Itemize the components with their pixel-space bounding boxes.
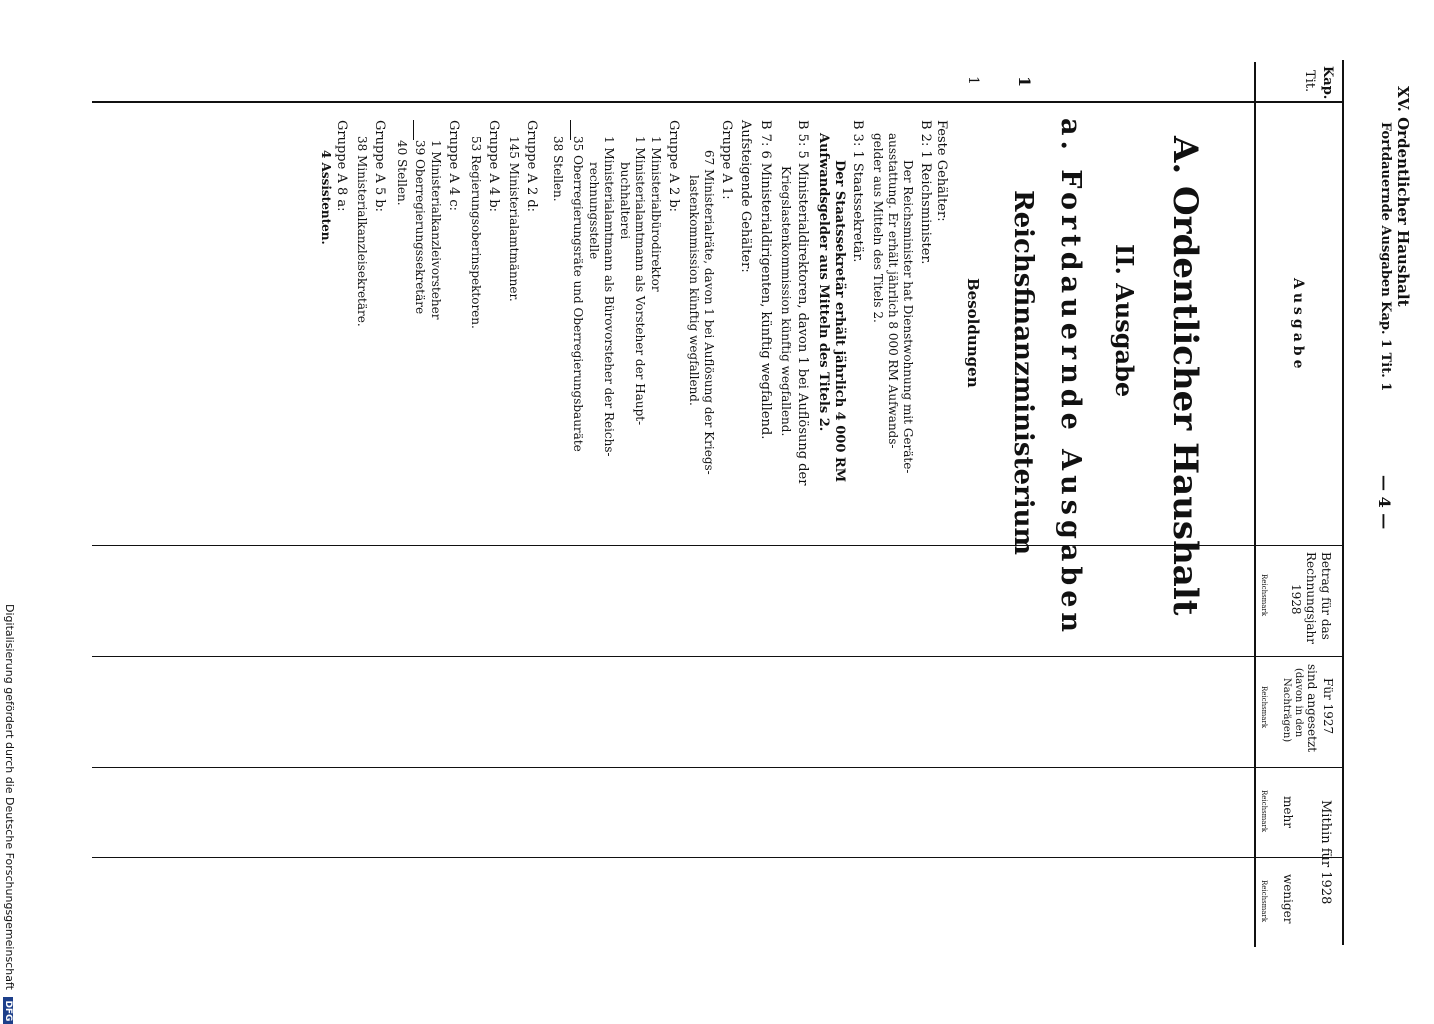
text-line: 40 Stellen. [395,140,409,206]
text-line: 38 Stellen. [551,136,565,202]
tit-value: 1 [965,76,981,85]
text-line: 1 Ministerialamtmann als Bürovorsteher der Reichs- [602,136,616,457]
weniger-column-rule [92,857,1342,858]
text-line: Feste Gehälter: [934,120,949,222]
angesetzt-header-line2: sind angesetzt [1305,664,1319,753]
text-line: B 3: 1 Staatssekretär. [850,120,865,263]
text-line: 1 Ministerialbürodirektor [649,136,663,292]
text-line: B 2: 1 Reichsminister. [918,120,933,265]
kap-column-rule [92,101,1342,103]
text-line: gelder aus Mitteln des Titels 2. [871,133,885,323]
text-line: Aufsteigende Gehälter: [738,120,753,273]
mehr-header: mehr [1281,796,1295,828]
text-line: Gruppe A 2 b: [666,120,681,213]
betrag-header-line2: Rechnungsjahr [1304,552,1318,644]
text-line: Gruppe A 8 a: [334,120,349,212]
text-line: B 5: 5 Ministerialdirektoren, davon 1 bei Auflösung der [795,120,810,486]
dfg-logo: DFG [3,997,13,1024]
table-top-rule [1342,60,1344,945]
header-body-rule [1254,62,1256,947]
text-line: 145 Ministerialamtmänner. [507,136,521,302]
title-ordentlicher-haushalt: A. Ordentlicher Haushalt [1165,136,1205,616]
text-line: Kriegslastenkommission künftig wegfallend. [779,166,793,437]
page-number: — 4 — [1375,475,1394,530]
text-line: buchhalterei [618,162,632,240]
text-line: Aufwandsgelder aus Mitteln des Titels 2. [816,133,831,432]
kap-value: 1 [1015,76,1034,88]
betrag-header-line3: 1928 [1289,584,1303,615]
footer-text: Digitalisierung gefördert durch die Deutsche Forschungsgemeinschaft [3,604,16,990]
text-line: Gruppe A 2 d: [524,120,539,213]
text-line: lastenkommission künftig wegfallend. [687,175,701,406]
text-line: 67 Ministerialräte, davon 1 bei Auflösung der Kriegs- [702,150,716,475]
angesetzt-header-line1: Für 1927 [1321,678,1335,735]
angesetzt-header-line3: (davon in den [1293,668,1304,738]
title-besoldungen: Besoldungen [964,278,982,388]
text-line: Gruppe A 1: [719,120,734,200]
text-line: 53 Regierungsoberinspektoren. [469,136,483,329]
betrag-column-rule [92,545,1342,546]
text-line: 39 Oberregierungssekretäre [413,140,427,315]
sum-rule [570,120,571,140]
text-line: Gruppe A 5 b: [372,120,387,213]
title-fortdauernde-ausgaben: a. Fortdauernde Ausgaben [1055,118,1086,638]
betrag-unit: Reichsmark [1260,574,1268,617]
text-line: Gruppe A 4 c: [446,120,461,212]
text-line: Gruppe A 4 b: [486,120,501,213]
sum-rule [413,120,414,140]
mehr-column-rule [92,767,1342,768]
text-line: 35 Oberregierungsräte und Oberregierungsbauräte [571,136,585,452]
text-line: 4 Assistenten. [319,150,333,245]
weniger-unit: Reichsmark [1260,880,1268,923]
text-line: 1 Ministerialamtmann als Vorsteher der Haupt- [633,136,647,426]
text-line: Der Staatssekretär erhält jährlich 4 000 RM [832,160,847,483]
betrag-header-line1: Betrag für das [1319,552,1333,640]
kap-header: Kap. [1320,66,1335,100]
text-line: Der Reichsminister hat Dienstwohnung mit Geräte- [901,160,915,474]
title-ausgabe: II. Ausgabe [1110,244,1139,398]
weniger-header: weniger [1281,874,1295,924]
text-line: ausstattung. Er erhält jährlich 8 000 RM Aufwands- [886,133,900,449]
section-header: XV. Ordentlicher Haushalt [1394,86,1412,307]
title-ministry: Reichsfinanzministerium [1008,190,1038,556]
angesetzt-unit: Reichsmark [1260,686,1268,729]
ausgabe-header: Ausgabe [1290,278,1306,373]
text-line: B 7: 6 Ministerialdirigenten, künftig wegfallend. [758,120,773,440]
text-line: rechnungsstelle [587,162,601,260]
text-line: 38 Ministerialkanzleisekretäre. [355,136,369,327]
footer [3,604,16,1024]
angesetzt-header-line4: Nachträgen) [1281,678,1292,743]
text-line: 1 Ministerialkanzleivorsteher [429,140,443,320]
angesetzt-column-rule [92,656,1342,657]
mehr-unit: Reichsmark [1260,790,1268,833]
section-subtitle: Fortdauernde Ausgaben Kap. 1 Tit. 1 [1378,122,1393,392]
mithin-header: Mithin für 1928 [1318,800,1333,905]
tit-header: Tit. [1302,70,1317,93]
